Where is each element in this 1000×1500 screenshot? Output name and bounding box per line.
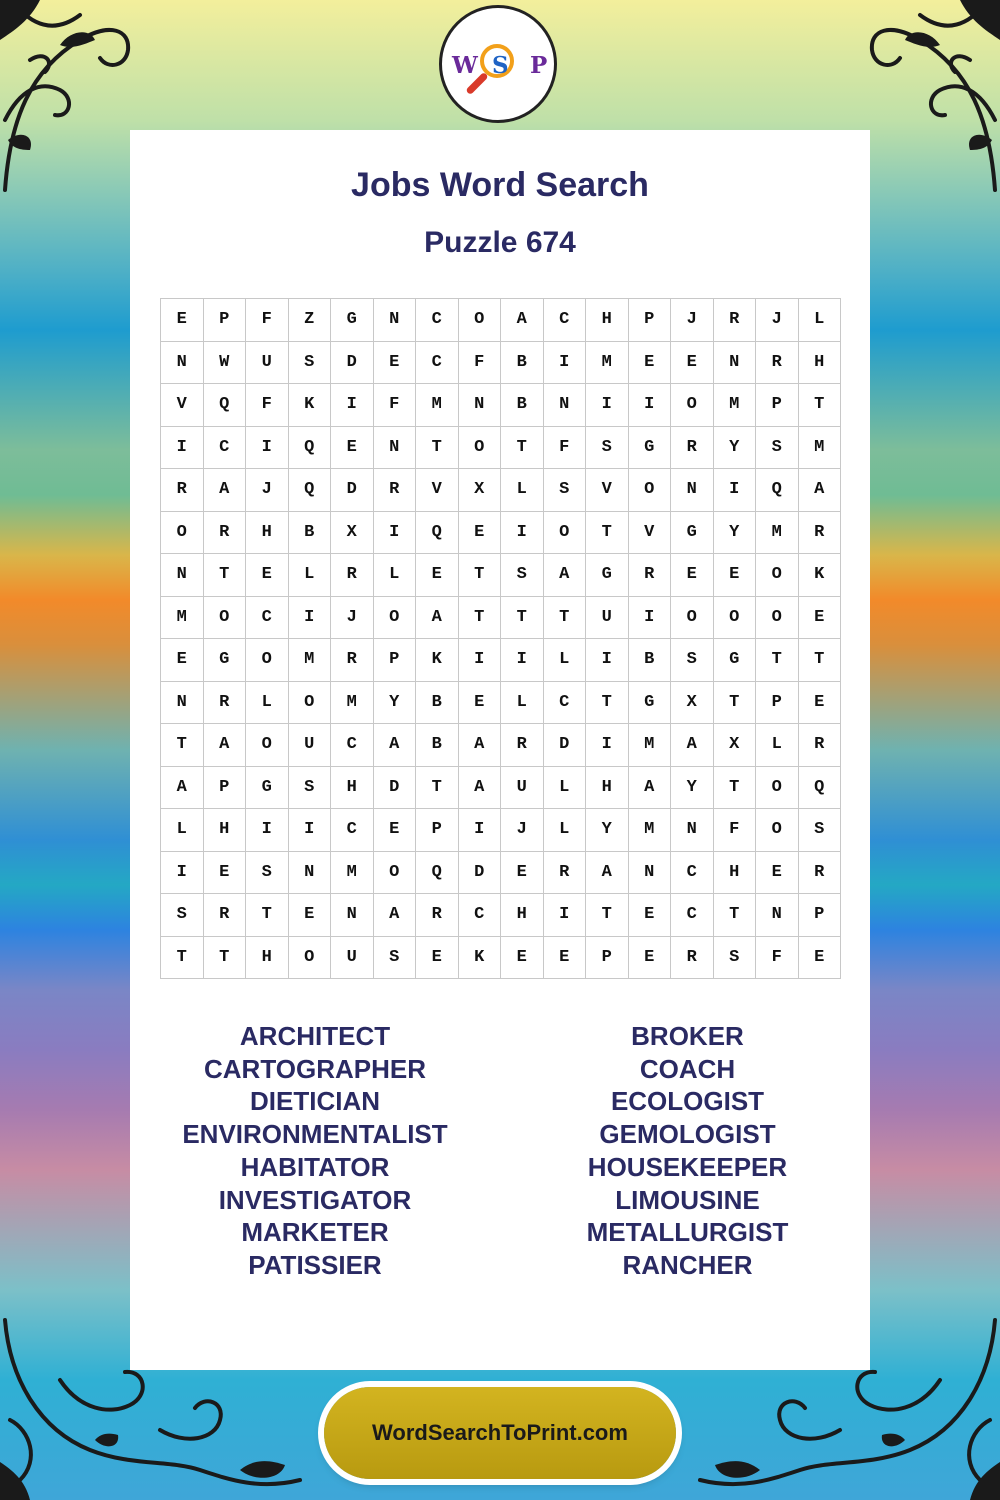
grid-cell[interactable]: N	[331, 894, 374, 937]
grid-cell[interactable]: L	[289, 554, 332, 597]
grid-cell[interactable]: I	[586, 724, 629, 767]
word-list-item: METALLURGIST	[586, 1217, 789, 1248]
grid-cell[interactable]: B	[501, 384, 544, 427]
grid-cell[interactable]: A	[459, 724, 502, 767]
grid-cell[interactable]: E	[544, 937, 587, 980]
grid-cell[interactable]: C	[459, 894, 502, 937]
grid-cell[interactable]: O	[459, 427, 502, 470]
grid-cell[interactable]: O	[374, 852, 417, 895]
grid-cell[interactable]: C	[416, 299, 459, 342]
grid-cell[interactable]: E	[459, 512, 502, 555]
grid-cell[interactable]: A	[629, 767, 672, 810]
grid-cell[interactable]: C	[246, 597, 289, 640]
grid-cell[interactable]: I	[331, 384, 374, 427]
grid-cell[interactable]: J	[671, 299, 714, 342]
grid-cell[interactable]: Q	[204, 384, 247, 427]
grid-cell[interactable]: E	[629, 342, 672, 385]
grid-cell[interactable]: N	[161, 682, 204, 725]
grid-cell[interactable]: T	[459, 597, 502, 640]
grid-cell[interactable]: A	[671, 724, 714, 767]
grid-cell[interactable]: Y	[586, 809, 629, 852]
grid-cell[interactable]: N	[374, 427, 417, 470]
grid-cell[interactable]: X	[459, 469, 502, 512]
grid-cell[interactable]: T	[586, 512, 629, 555]
grid-cell[interactable]: L	[544, 639, 587, 682]
logo-letter-p: P	[530, 52, 548, 79]
grid-cell[interactable]: K	[416, 639, 459, 682]
grid-cell[interactable]: F	[714, 809, 757, 852]
grid-cell[interactable]: T	[586, 894, 629, 937]
grid-cell[interactable]: I	[629, 384, 672, 427]
grid-cell[interactable]: S	[756, 427, 799, 470]
grid-cell[interactable]: E	[161, 299, 204, 342]
grid-cell[interactable]: C	[416, 342, 459, 385]
word-list-item: MARKETER	[241, 1217, 389, 1248]
grid-cell[interactable]: O	[374, 597, 417, 640]
grid-cell[interactable]: L	[501, 682, 544, 725]
word-list-item: ARCHITECT	[239, 1021, 391, 1051]
grid-cell[interactable]: P	[629, 299, 672, 342]
word-list-item: ENVIRONMENTALIST	[182, 1119, 448, 1150]
grid-cell[interactable]: M	[756, 512, 799, 555]
grid-cell[interactable]: F	[756, 937, 799, 980]
grid-cell[interactable]: M	[799, 427, 842, 470]
word-list-right	[500, 1020, 875, 1282]
grid-cell[interactable]: U	[586, 597, 629, 640]
grid-cell[interactable]: T	[799, 384, 842, 427]
puzzle-card	[130, 130, 870, 1370]
grid-cell[interactable]: T	[714, 767, 757, 810]
grid-cell[interactable]: N	[374, 299, 417, 342]
grid-cell[interactable]: G	[629, 427, 672, 470]
grid-cell[interactable]: H	[246, 937, 289, 980]
grid-cell[interactable]: O	[459, 299, 502, 342]
grid-cell[interactable]: O	[671, 597, 714, 640]
grid-cell[interactable]: E	[416, 937, 459, 980]
site-url-badge[interactable]: WordSearchToPrint.com	[324, 1387, 676, 1479]
grid-cell[interactable]: F	[544, 427, 587, 470]
grid-cell[interactable]: R	[204, 682, 247, 725]
grid-cell[interactable]: T	[204, 937, 247, 980]
grid-cell[interactable]: T	[204, 554, 247, 597]
grid-cell[interactable]: E	[204, 852, 247, 895]
grid-cell[interactable]: L	[544, 767, 587, 810]
grid-cell[interactable]: S	[161, 894, 204, 937]
grid-cell[interactable]: H	[204, 809, 247, 852]
grid-cell[interactable]: I	[289, 597, 332, 640]
grid-cell[interactable]: O	[246, 639, 289, 682]
grid-cell[interactable]: Q	[416, 512, 459, 555]
grid-cell[interactable]: S	[374, 937, 417, 980]
grid-cell[interactable]: I	[161, 427, 204, 470]
grid-cell[interactable]: R	[331, 554, 374, 597]
grid-cell[interactable]: I	[586, 384, 629, 427]
word-list-item: HABITATOR	[240, 1151, 390, 1182]
word-list-item: GEMOLOGIST	[599, 1119, 776, 1150]
grid-cell[interactable]: G	[629, 682, 672, 725]
grid-cell[interactable]: R	[204, 894, 247, 937]
word-list-item: HOUSEKEEPER	[587, 1151, 788, 1182]
grid-cell[interactable]: R	[671, 427, 714, 470]
grid-cell[interactable]: O	[671, 384, 714, 427]
grid-cell[interactable]: T	[416, 767, 459, 810]
grid-cell[interactable]: P	[204, 767, 247, 810]
grid-cell[interactable]: Z	[289, 299, 332, 342]
grid-cell[interactable]: R	[331, 639, 374, 682]
grid-cell[interactable]: M	[331, 852, 374, 895]
grid-cell[interactable]: T	[501, 427, 544, 470]
grid-cell[interactable]: P	[586, 937, 629, 980]
grid-cell[interactable]: L	[246, 682, 289, 725]
grid-cell[interactable]: N	[289, 852, 332, 895]
grid-cell[interactable]: S	[714, 937, 757, 980]
grid-cell[interactable]: E	[629, 894, 672, 937]
grid-cell[interactable]: Y	[671, 767, 714, 810]
grid-cell[interactable]: R	[544, 852, 587, 895]
grid-cell[interactable]: A	[416, 597, 459, 640]
word-list-left	[130, 1020, 500, 1282]
grid-cell[interactable]: O	[629, 469, 672, 512]
grid-cell[interactable]: Q	[416, 852, 459, 895]
grid-cell[interactable]: I	[246, 809, 289, 852]
grid-cell[interactable]: B	[501, 342, 544, 385]
grid-cell[interactable]: A	[374, 724, 417, 767]
grid-cell[interactable]: E	[629, 937, 672, 980]
grid-cell[interactable]: A	[374, 894, 417, 937]
grid-cell[interactable]: T	[161, 937, 204, 980]
word-list-item: RANCHER	[622, 1249, 753, 1280]
grid-cell[interactable]: S	[289, 767, 332, 810]
grid-cell[interactable]: C	[331, 724, 374, 767]
grid-cell[interactable]: R	[799, 512, 842, 555]
grid-cell[interactable]: E	[501, 852, 544, 895]
grid-cell[interactable]: O	[756, 597, 799, 640]
grid-cell[interactable]: H	[714, 852, 757, 895]
grid-cell[interactable]: E	[799, 597, 842, 640]
grid-cell[interactable]: R	[799, 724, 842, 767]
word-list-item: DIETICIAN	[250, 1086, 380, 1117]
grid-cell[interactable]: R	[799, 852, 842, 895]
grid-cell[interactable]: H	[586, 299, 629, 342]
grid-cell[interactable]: N	[756, 894, 799, 937]
word-list-item: PATISSIER	[248, 1249, 382, 1280]
grid-cell[interactable]: F	[246, 384, 289, 427]
grid-cell[interactable]: K	[289, 384, 332, 427]
word-list-item: ECOLOGIST	[610, 1086, 765, 1117]
grid-cell[interactable]: R	[629, 554, 672, 597]
grid-cell[interactable]: A	[204, 724, 247, 767]
grid-cell[interactable]: V	[161, 384, 204, 427]
grid-cell[interactable]: I	[289, 809, 332, 852]
grid-cell[interactable]: M	[629, 809, 672, 852]
grid-cell[interactable]: M	[289, 639, 332, 682]
grid-cell[interactable]: O	[756, 809, 799, 852]
grid-cell[interactable]: T	[459, 554, 502, 597]
grid-cell[interactable]: J	[246, 469, 289, 512]
grid-cell[interactable]: X	[331, 512, 374, 555]
grid-cell[interactable]: G	[671, 512, 714, 555]
grid-cell[interactable]: I	[714, 469, 757, 512]
grid-cell[interactable]: B	[629, 639, 672, 682]
grid-cell[interactable]: A	[161, 767, 204, 810]
grid-cell[interactable]: S	[289, 342, 332, 385]
grid-cell[interactable]: I	[374, 512, 417, 555]
grid-cell[interactable]: J	[756, 299, 799, 342]
grid-cell[interactable]: O	[714, 597, 757, 640]
grid-cell[interactable]: J	[331, 597, 374, 640]
grid-cell[interactable]: F	[246, 299, 289, 342]
grid-cell[interactable]: I	[246, 427, 289, 470]
grid-cell[interactable]: U	[289, 724, 332, 767]
grid-cell[interactable]: Y	[714, 512, 757, 555]
grid-cell[interactable]: B	[416, 682, 459, 725]
grid-cell[interactable]: S	[586, 427, 629, 470]
grid-cell[interactable]: E	[756, 852, 799, 895]
grid-cell[interactable]: S	[246, 852, 289, 895]
grid-cell[interactable]: E	[501, 937, 544, 980]
grid-cell[interactable]: O	[756, 767, 799, 810]
grid-cell[interactable]: M	[161, 597, 204, 640]
grid-cell[interactable]: G	[204, 639, 247, 682]
grid-cell[interactable]: T	[161, 724, 204, 767]
grid-cell[interactable]: Q	[799, 767, 842, 810]
grid-cell[interactable]: N	[544, 384, 587, 427]
grid-cell[interactable]: X	[714, 724, 757, 767]
grid-cell[interactable]: I	[629, 597, 672, 640]
grid-cell[interactable]: R	[416, 894, 459, 937]
grid-cell[interactable]: O	[204, 597, 247, 640]
grid-cell[interactable]: D	[331, 469, 374, 512]
grid-cell[interactable]: B	[416, 724, 459, 767]
logo-letter-w: W	[452, 52, 478, 79]
grid-cell[interactable]: W	[204, 342, 247, 385]
grid-cell[interactable]: V	[416, 469, 459, 512]
grid-cell[interactable]: C	[544, 682, 587, 725]
grid-cell[interactable]: Q	[289, 469, 332, 512]
grid-cell[interactable]: L	[756, 724, 799, 767]
grid-cell[interactable]: P	[799, 894, 842, 937]
grid-cell[interactable]: E	[374, 809, 417, 852]
grid-cell[interactable]: R	[671, 937, 714, 980]
grid-cell[interactable]: N	[714, 342, 757, 385]
word-list-item: INVESTIGATOR	[218, 1184, 412, 1215]
grid-cell[interactable]: R	[204, 512, 247, 555]
grid-cell[interactable]: C	[331, 809, 374, 852]
grid-cell[interactable]: N	[671, 809, 714, 852]
grid-cell[interactable]: C	[544, 299, 587, 342]
grid-cell[interactable]: G	[331, 299, 374, 342]
grid-cell[interactable]: L	[799, 299, 842, 342]
grid-cell[interactable]: G	[714, 639, 757, 682]
grid-cell[interactable]: D	[331, 342, 374, 385]
logo-letter-s: S	[492, 52, 509, 79]
grid-cell[interactable]: T	[799, 639, 842, 682]
grid-cell[interactable]: O	[756, 554, 799, 597]
grid-cell[interactable]: E	[799, 937, 842, 980]
grid-cell[interactable]: P	[756, 384, 799, 427]
grid-cell[interactable]: T	[544, 597, 587, 640]
grid-cell[interactable]: B	[289, 512, 332, 555]
grid-cell[interactable]: C	[671, 894, 714, 937]
grid-cell[interactable]: H	[501, 894, 544, 937]
grid-cell[interactable]: I	[501, 512, 544, 555]
grid-cell[interactable]: T	[714, 894, 757, 937]
grid-cell[interactable]: T	[756, 639, 799, 682]
grid-cell[interactable]: Q	[756, 469, 799, 512]
grid-cell[interactable]: Y	[714, 427, 757, 470]
grid-cell[interactable]: E	[671, 554, 714, 597]
grid-cell[interactable]: H	[799, 342, 842, 385]
grid-cell[interactable]: S	[544, 469, 587, 512]
grid-cell[interactable]: L	[501, 469, 544, 512]
word-list-item: COACH	[639, 1053, 736, 1084]
grid-cell[interactable]: M	[416, 384, 459, 427]
grid-cell[interactable]: E	[459, 682, 502, 725]
word-list-item: CARTOGRAPHER	[204, 1053, 426, 1084]
letter-grid	[160, 298, 841, 979]
grid-cell[interactable]: S	[501, 554, 544, 597]
grid-cell[interactable]: C	[671, 852, 714, 895]
grid-cell[interactable]: E	[416, 554, 459, 597]
grid-cell[interactable]: D	[459, 852, 502, 895]
grid-cell[interactable]: P	[756, 682, 799, 725]
grid-cell[interactable]: F	[459, 342, 502, 385]
grid-cell[interactable]: S	[671, 639, 714, 682]
corner-ornament-top-left	[0, 0, 140, 200]
grid-cell[interactable]: H	[586, 767, 629, 810]
grid-cell[interactable]: I	[544, 342, 587, 385]
grid-cell[interactable]: E	[246, 554, 289, 597]
grid-cell[interactable]: S	[799, 809, 842, 852]
word-list-item: LIMOUSINE	[615, 1184, 760, 1215]
puzzle-number: Puzzle 674	[424, 226, 576, 259]
grid-cell[interactable]: E	[714, 554, 757, 597]
grid-cell[interactable]: A	[459, 767, 502, 810]
grid-cell[interactable]: G	[586, 554, 629, 597]
grid-cell[interactable]: T	[501, 597, 544, 640]
grid-cell[interactable]: I	[501, 639, 544, 682]
grid-cell[interactable]: C	[204, 427, 247, 470]
grid-cell[interactable]: U	[246, 342, 289, 385]
grid-cell[interactable]: V	[586, 469, 629, 512]
grid-cell[interactable]: E	[161, 639, 204, 682]
grid-cell[interactable]: U	[331, 937, 374, 980]
grid-cell[interactable]: P	[374, 639, 417, 682]
grid-cell[interactable]: M	[714, 384, 757, 427]
grid-cell[interactable]: R	[374, 469, 417, 512]
grid-cell[interactable]: I	[586, 639, 629, 682]
grid-cell[interactable]: P	[204, 299, 247, 342]
grid-cell[interactable]: I	[459, 639, 502, 682]
grid-cell[interactable]: H	[246, 512, 289, 555]
grid-cell[interactable]: T	[416, 427, 459, 470]
grid-cell[interactable]: E	[671, 342, 714, 385]
grid-cell[interactable]: H	[331, 767, 374, 810]
grid-cell[interactable]: O	[161, 512, 204, 555]
grid-cell[interactable]: N	[629, 852, 672, 895]
grid-cell[interactable]: I	[161, 852, 204, 895]
grid-cell[interactable]: Q	[289, 427, 332, 470]
grid-cell[interactable]: I	[544, 894, 587, 937]
grid-cell[interactable]: D	[374, 767, 417, 810]
word-list-item: BROKER	[631, 1021, 744, 1051]
grid-cell[interactable]: E	[289, 894, 332, 937]
grid-cell[interactable]: N	[459, 384, 502, 427]
grid-cell[interactable]: A	[501, 299, 544, 342]
page-title: Jobs Word Search	[351, 166, 649, 204]
grid-cell[interactable]: A	[799, 469, 842, 512]
grid-cell[interactable]: R	[161, 469, 204, 512]
grid-cell[interactable]: N	[161, 342, 204, 385]
grid-cell[interactable]: P	[416, 809, 459, 852]
grid-cell[interactable]: R	[756, 342, 799, 385]
grid-cell[interactable]: O	[289, 682, 332, 725]
grid-cell[interactable]: Y	[374, 682, 417, 725]
grid-cell[interactable]: V	[629, 512, 672, 555]
grid-cell[interactable]: E	[374, 342, 417, 385]
grid-cell[interactable]: R	[714, 299, 757, 342]
grid-cell[interactable]: I	[459, 809, 502, 852]
grid-cell[interactable]: L	[374, 554, 417, 597]
grid-cell[interactable]: A	[544, 554, 587, 597]
grid-cell[interactable]: K	[459, 937, 502, 980]
grid-cell[interactable]: O	[289, 937, 332, 980]
grid-cell[interactable]: M	[586, 342, 629, 385]
grid-cell[interactable]: F	[374, 384, 417, 427]
grid-cell[interactable]: K	[799, 554, 842, 597]
grid-cell[interactable]: A	[204, 469, 247, 512]
grid-cell[interactable]: L	[544, 809, 587, 852]
grid-cell[interactable]: G	[246, 767, 289, 810]
corner-ornament-top-right	[860, 0, 1000, 200]
grid-cell[interactable]: D	[544, 724, 587, 767]
grid-cell[interactable]: E	[799, 682, 842, 725]
grid-cell[interactable]: O	[246, 724, 289, 767]
grid-cell[interactable]: J	[501, 809, 544, 852]
grid-cell[interactable]: A	[586, 852, 629, 895]
grid-cell[interactable]: M	[331, 682, 374, 725]
grid-cell[interactable]: U	[501, 767, 544, 810]
grid-cell[interactable]: L	[161, 809, 204, 852]
grid-cell[interactable]: E	[331, 427, 374, 470]
grid-cell[interactable]: R	[501, 724, 544, 767]
grid-cell[interactable]: T	[714, 682, 757, 725]
grid-cell[interactable]: T	[586, 682, 629, 725]
grid-cell[interactable]: O	[544, 512, 587, 555]
grid-cell[interactable]: T	[246, 894, 289, 937]
grid-cell[interactable]: X	[671, 682, 714, 725]
grid-cell[interactable]: N	[671, 469, 714, 512]
grid-cell[interactable]: N	[161, 554, 204, 597]
site-logo[interactable]	[439, 5, 557, 123]
grid-cell[interactable]: M	[629, 724, 672, 767]
